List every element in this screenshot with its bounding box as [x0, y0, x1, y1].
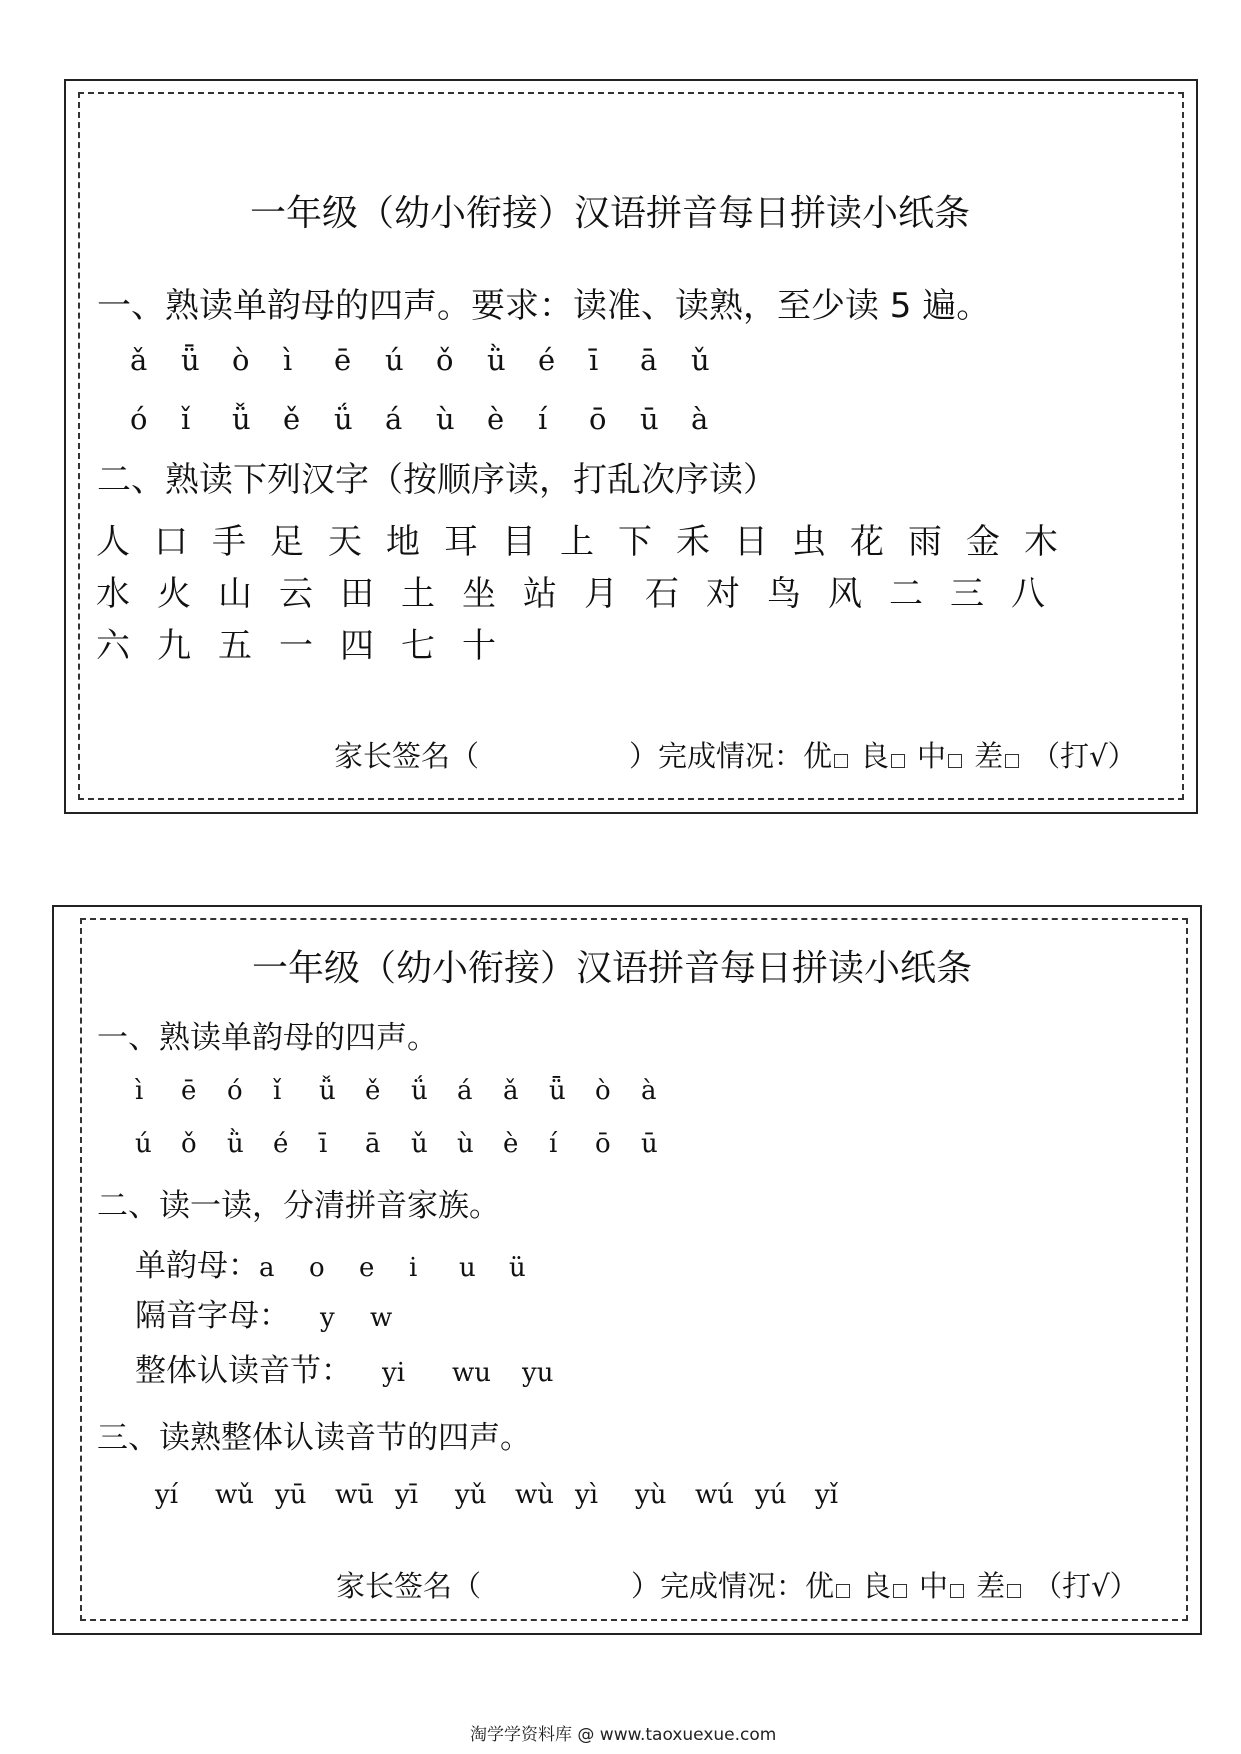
card1-chars-row-2 [96, 566, 1072, 615]
pinyin-syllable: yù [635, 1480, 667, 1510]
pinyin-vowel: à [641, 1076, 657, 1106]
hanzi-char: 一 [279, 626, 313, 666]
pinyin-syllable: wǔ [215, 1480, 254, 1510]
card1-opt-poor: 差 [974, 739, 1004, 773]
card2-completion-label: ）完成情况：优 [631, 1569, 835, 1603]
hanzi-char: 三 [950, 574, 984, 614]
card2-section2-heading: 二、读一读，分清拼音家族。 [97, 1188, 500, 1224]
pinyin-vowel: í [538, 402, 548, 436]
pinyin-vowel: é [538, 343, 556, 377]
card1-chars-row-1 [96, 514, 1082, 563]
hanzi-char: 口 [154, 522, 188, 562]
card1-pinyin-row-2 [130, 402, 742, 436]
card1-signature-line [334, 734, 1137, 775]
hanzi-char: 山 [218, 574, 252, 614]
hanzi-char: 十 [462, 626, 496, 666]
pinyin-vowel: ǒ [436, 343, 454, 377]
pinyin-vowel: ǚ [232, 402, 251, 436]
pinyin-vowel: o [309, 1253, 325, 1283]
hanzi-char: 木 [1024, 522, 1058, 562]
hanzi-char: 天 [328, 522, 362, 562]
pinyin-vowel: ì [135, 1076, 144, 1106]
card2-separator-list [320, 1303, 420, 1333]
pinyin-vowel: ò [232, 343, 250, 377]
pinyin-vowel: ō [595, 1129, 611, 1159]
pinyin-syllable: yī [395, 1480, 419, 1510]
pinyin-vowel: í [549, 1129, 558, 1159]
pinyin-letter: y [320, 1303, 335, 1333]
pinyin-syllable: yū [275, 1480, 307, 1510]
pinyin-syllable: wú [695, 1480, 734, 1510]
pinyin-vowel: ò [595, 1076, 611, 1106]
hanzi-char: 九 [157, 626, 191, 666]
pinyin-vowel: ǚ [319, 1076, 336, 1106]
hanzi-char: 四 [340, 626, 374, 666]
card2-signature-label: 家长签名（ [336, 1569, 482, 1603]
card2-syllables-row [155, 1480, 875, 1510]
pinyin-vowel: ù [436, 402, 455, 436]
hanzi-char: 风 [828, 574, 862, 614]
pinyin-vowel: e [359, 1253, 375, 1283]
pinyin-vowel: ǐ [181, 402, 191, 436]
card2-opt-poor: 差 [976, 1569, 1006, 1603]
pinyin-vowel: ó [227, 1076, 243, 1106]
pinyin-vowel: ǎ [503, 1076, 519, 1106]
card1-opt-fair: 中 [917, 739, 947, 773]
hanzi-char: 鸟 [767, 574, 801, 614]
card1-completion-label: ）完成情况：优 [629, 739, 833, 773]
card2-checkbox-good[interactable] [893, 1584, 907, 1598]
pinyin-vowel: ǎ [130, 343, 148, 377]
card2-vowels-list [259, 1253, 559, 1283]
card1-section2-heading: 二、熟读下列汉字（按顺序读，打乱次序读） [97, 460, 777, 500]
hanzi-char: 坐 [462, 574, 496, 614]
card2-section3-heading: 三、读熟整体认读音节的四声。 [97, 1420, 531, 1456]
pinyin-syllable: wù [515, 1480, 554, 1510]
pinyin-vowel: a [259, 1253, 275, 1283]
hanzi-char: 火 [157, 574, 191, 614]
hanzi-char: 足 [270, 522, 304, 562]
card2-checkbox-poor[interactable] [1007, 1584, 1021, 1598]
pinyin-vowel: à [691, 402, 709, 436]
card1-chars-row-3 [96, 618, 523, 667]
pinyin-vowel: ā [365, 1129, 381, 1159]
pinyin-vowel: á [385, 402, 403, 436]
pinyin-syllable: yú [755, 1480, 787, 1510]
pinyin-vowel: ǔ [691, 343, 710, 377]
hanzi-char: 地 [386, 522, 420, 562]
pinyin-syllable: wū [335, 1480, 374, 1510]
card2-section1-heading: 一、熟读单韵母的四声。 [97, 1020, 438, 1056]
pinyin-vowel: ù [457, 1129, 474, 1159]
hanzi-char: 手 [212, 522, 246, 562]
pinyin-syllable: yu [522, 1358, 554, 1388]
card1-signature-label: 家长签名（ [334, 739, 480, 773]
pinyin-vowel: i [409, 1253, 418, 1283]
hanzi-char: 花 [850, 522, 884, 562]
card2-tick-hint: （打√） [1033, 1569, 1139, 1603]
card2-opt-fair: 中 [919, 1569, 949, 1603]
hanzi-char: 石 [645, 574, 679, 614]
pinyin-vowel: ū [641, 1129, 658, 1159]
pinyin-vowel: è [503, 1129, 519, 1159]
card2-whole-line [135, 1345, 592, 1390]
card1-title: 一年级（幼小衔接）汉语拼音每日拼读小纸条 [250, 193, 971, 234]
hanzi-char: 土 [401, 574, 435, 614]
hanzi-char: 目 [502, 522, 536, 562]
hanzi-char: 对 [706, 574, 740, 614]
pinyin-vowel: ú [135, 1129, 152, 1159]
card1-opt-good: 良 [860, 739, 890, 773]
hanzi-char: 五 [218, 626, 252, 666]
hanzi-char: 禾 [676, 522, 710, 562]
pinyin-vowel: ǐ [273, 1076, 282, 1106]
pinyin-syllable: yì [575, 1480, 599, 1510]
pinyin-vowel: ī [589, 343, 599, 377]
pinyin-syllable: yǐ [815, 1480, 839, 1510]
card1-section1-heading: 一、熟读单韵母的四声。要求：读准、读熟，至少读 5 遍。 [97, 286, 991, 326]
pinyin-vowel: ó [130, 402, 148, 436]
hanzi-char: 月 [584, 574, 618, 614]
pinyin-vowel: ǔ [411, 1129, 428, 1159]
hanzi-char: 上 [560, 522, 594, 562]
pinyin-vowel: ě [365, 1076, 381, 1106]
card2-separator-label: 隔音字母： [135, 1298, 290, 1334]
pinyin-vowel: ǒ [181, 1129, 197, 1159]
pinyin-vowel: ǖ [549, 1076, 566, 1106]
pinyin-vowel: ǖ [181, 343, 200, 377]
hanzi-char: 耳 [444, 522, 478, 562]
pinyin-syllable: yi [382, 1358, 406, 1388]
pinyin-vowel: é [273, 1129, 289, 1159]
card2-vowels-label: 单韵母： [135, 1248, 259, 1284]
card2-vowels-line [135, 1240, 559, 1285]
hanzi-char: 云 [279, 574, 313, 614]
hanzi-char: 七 [401, 626, 435, 666]
hanzi-char: 水 [96, 574, 130, 614]
footer-watermark: 淘学学资料库 @ www.taoxuexue.com [470, 1725, 777, 1745]
hanzi-char: 六 [96, 626, 130, 666]
card1-tick-hint: （打√） [1031, 739, 1137, 773]
card2-title: 一年级（幼小衔接）汉语拼音每日拼读小纸条 [252, 948, 973, 989]
pinyin-vowel: ǘ [411, 1076, 428, 1106]
card2-opt-good: 良 [862, 1569, 892, 1603]
pinyin-vowel: ě [283, 402, 301, 436]
hanzi-char: 田 [340, 574, 374, 614]
card2-whole-label: 整体认读音节： [135, 1353, 352, 1389]
pinyin-syllable: yí [155, 1480, 179, 1510]
pinyin-vowel: ì [283, 343, 293, 377]
pinyin-vowel: è [487, 402, 505, 436]
pinyin-vowel: ǘ [334, 402, 353, 436]
pinyin-vowel: á [457, 1076, 473, 1106]
pinyin-letter: w [370, 1303, 393, 1333]
pinyin-vowel: ú [385, 343, 404, 377]
hanzi-char: 虫 [792, 522, 826, 562]
pinyin-vowel: ū [640, 402, 659, 436]
pinyin-vowel: u [459, 1253, 476, 1283]
hanzi-char: 站 [523, 574, 557, 614]
card2-whole-list [382, 1358, 592, 1388]
card2-signature-line [336, 1564, 1139, 1605]
card1-pinyin-row-1 [130, 343, 742, 377]
hanzi-char: 雨 [908, 522, 942, 562]
pinyin-vowel: ē [181, 1076, 197, 1106]
pinyin-syllable: yǔ [455, 1480, 487, 1510]
pinyin-vowel: ō [589, 402, 607, 436]
pinyin-vowel: ü [509, 1253, 526, 1283]
card2-pinyin-row-2 [135, 1129, 687, 1159]
hanzi-char: 日 [734, 522, 768, 562]
pinyin-vowel: ǜ [227, 1129, 244, 1159]
hanzi-char: 下 [618, 522, 652, 562]
pinyin-vowel: ā [640, 343, 658, 377]
card2-separator-line [135, 1290, 420, 1335]
card1-checkbox-excellent[interactable] [834, 754, 848, 768]
card1-checkbox-fair[interactable] [948, 754, 962, 768]
hanzi-char: 二 [889, 574, 923, 614]
pinyin-syllable: wu [452, 1358, 491, 1388]
hanzi-char: 人 [96, 522, 130, 562]
card2-checkbox-excellent[interactable] [836, 1584, 850, 1598]
hanzi-char: 八 [1011, 574, 1045, 614]
card2-checkbox-fair[interactable] [950, 1584, 964, 1598]
card1-checkbox-poor[interactable] [1005, 754, 1019, 768]
pinyin-vowel: ē [334, 343, 352, 377]
hanzi-char: 金 [966, 522, 1000, 562]
card2-pinyin-row-1 [135, 1076, 687, 1106]
pinyin-vowel: ī [319, 1129, 328, 1159]
pinyin-vowel: ǜ [487, 343, 506, 377]
card1-checkbox-good[interactable] [891, 754, 905, 768]
